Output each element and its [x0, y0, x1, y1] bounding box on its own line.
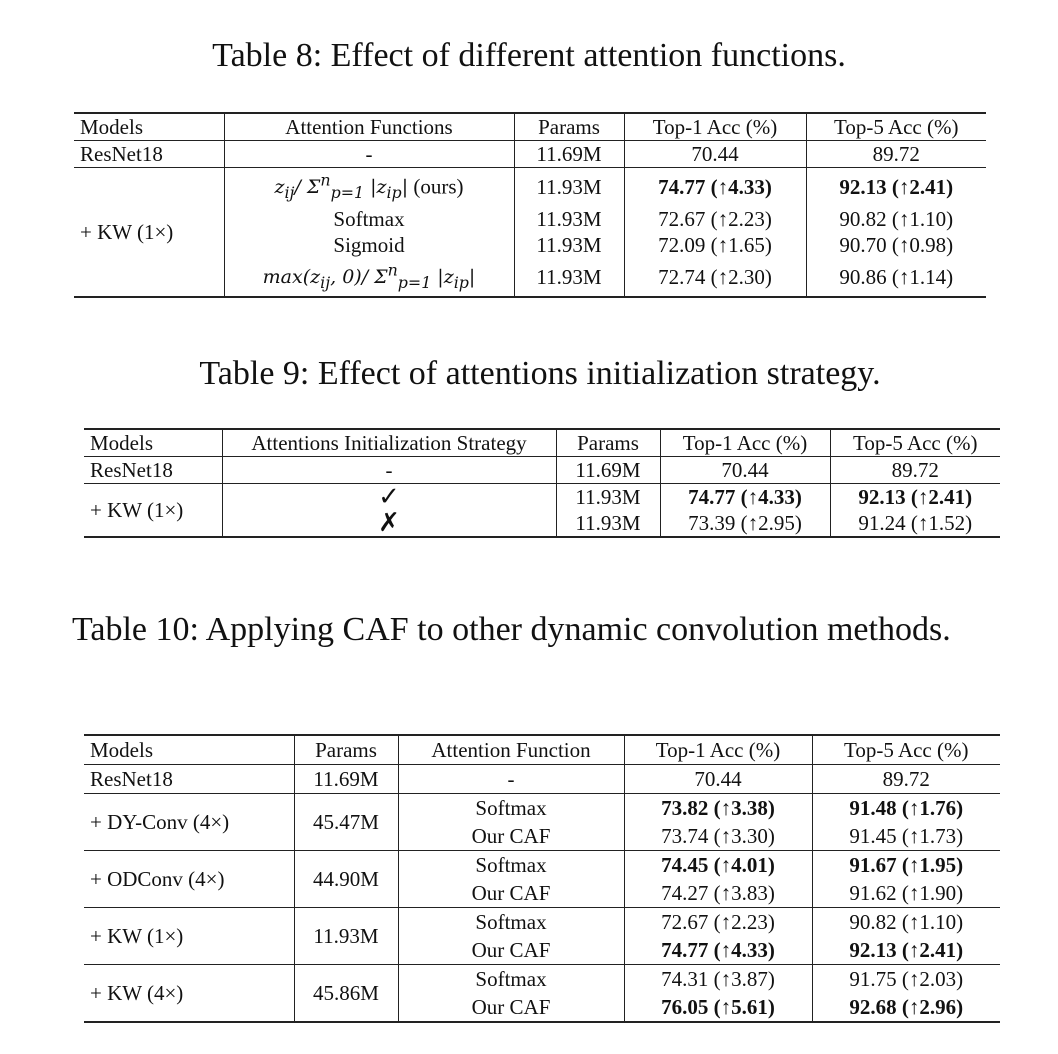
cell-model: ResNet18 [84, 457, 222, 484]
table9-caption: Table 9: Effect of attentions initialization strategy. [199, 355, 881, 392]
header-top1: Top-1 Acc (%) [624, 735, 812, 765]
header-attention-function: Attention Function [398, 735, 624, 765]
cell-func: - [398, 765, 624, 794]
header-top1: Top-1 Acc (%) [624, 113, 806, 141]
cell-params: 11.69M [294, 765, 398, 794]
header-attention-functions: Attention Functions [224, 113, 514, 141]
cell-top1: 74.77 (↑4.33) [624, 168, 806, 207]
cell-top5: 91.62 (↑1.90) [849, 881, 964, 905]
cell-top1: 73.39 (↑2.95) [660, 510, 830, 537]
table9-baseline-row [84, 457, 1000, 484]
cell-strategy: - [222, 457, 556, 484]
cell-model-group: + DY-Conv (4×) [84, 794, 294, 851]
table-row [74, 168, 986, 207]
cell-top1: 73.74 (↑3.30) [624, 822, 812, 851]
cell-top5: 90.86 (↑1.14) [806, 258, 986, 297]
cell-params: 11.93M [294, 908, 398, 965]
cell-func: Our CAF [398, 879, 624, 908]
table9-header-row [84, 429, 1000, 457]
header-params: Params [556, 429, 660, 457]
cell-model-group: + KW (4×) [84, 965, 294, 1023]
table8-caption: Table 8: Effect of different attention functions. [212, 37, 846, 74]
cell-model: ResNet18 [84, 765, 294, 794]
cell-top1: 72.09 (↑1.65) [624, 232, 806, 258]
cross-icon: ✗ [222, 510, 556, 537]
table-row [84, 510, 1000, 537]
cell-params: 11.93M [514, 258, 624, 297]
cell-params: 11.93M [514, 206, 624, 232]
cell-func: Softmax [398, 965, 624, 994]
cell-top5: 89.72 [830, 457, 1000, 484]
cell-func-ours: $z_{ij}/$ $\Sigma^n_{p=1}$ $|z_{ip}|$ (ours) [224, 168, 514, 207]
cell-func: Our CAF [398, 936, 624, 965]
cell-top5: 92.13 (↑2.41) [839, 175, 954, 200]
cell-top5: 91.75 (↑2.03) [812, 965, 1000, 994]
table-row [84, 794, 1000, 823]
cell-top5: 91.48 (↑1.76) [812, 794, 1000, 823]
cell-top5: 92.68 (↑2.96) [812, 993, 1000, 1022]
table9 [84, 428, 1000, 538]
cell-model-group: + ODConv (4×) [84, 851, 294, 908]
cell-func: Softmax [398, 908, 624, 937]
cell-params: 11.93M [514, 168, 624, 207]
cell-func: - [224, 141, 514, 168]
table-row [84, 484, 1000, 511]
cell-top5: 89.72 [806, 141, 986, 168]
cell-top1: 72.67 (↑2.23) [624, 908, 812, 937]
header-top5: Top-5 Acc (%) [830, 429, 1000, 457]
cell-model-group: + KW (1×) [84, 484, 222, 538]
cell-top1: 74.77 (↑4.33) [660, 484, 830, 511]
cell-func: Sigmoid [224, 232, 514, 258]
cell-func: Softmax [398, 794, 624, 823]
cell-func-max: $\max(z_{ij}$, 0)/ $\Sigma^n_{p=1}$ $|z_{ip}|$ [224, 258, 514, 297]
cell-top5: 90.82 (↑1.10) [812, 908, 1000, 937]
table10-caption: Table 10: Applying CAF to other dynamic convolution methods. [72, 611, 951, 648]
cell-top5: 91.24 (↑1.52) [830, 510, 1000, 537]
header-top5: Top-5 Acc (%) [812, 735, 1000, 765]
cell-top1: 74.45 (↑4.01) [624, 851, 812, 880]
header-params: Params [294, 735, 398, 765]
cell-params: 44.90M [294, 851, 398, 908]
cell-top1: 70.44 [624, 141, 806, 168]
cell-top5: 91.67 (↑1.95) [812, 851, 1000, 880]
cell-top1: 70.44 [660, 457, 830, 484]
cell-model: ResNet18 [74, 141, 224, 168]
table8-baseline-row [74, 141, 986, 168]
header-params: Params [514, 113, 624, 141]
cell-top1: 72.74 (↑2.30) [624, 258, 806, 297]
header-top1: Top-1 Acc (%) [660, 429, 830, 457]
cell-func: Our CAF [398, 993, 624, 1022]
table-row [84, 908, 1000, 937]
header-models: Models [84, 429, 222, 457]
header-models: Models [84, 735, 294, 765]
cell-params: 11.69M [556, 457, 660, 484]
cell-top1: 74.31 (↑3.87) [624, 965, 812, 994]
table8-header-row [74, 113, 986, 141]
cell-func: Softmax [398, 851, 624, 880]
cell-top5: 92.13 (↑2.41) [849, 938, 964, 962]
cell-top1: 74.27 (↑3.83) [624, 879, 812, 908]
cell-model-group: + KW (1×) [74, 168, 224, 298]
cell-top5: 92.13 (↑2.41) [858, 485, 973, 509]
table-row [84, 965, 1000, 994]
table8 [74, 112, 986, 298]
cell-top1: 76.05 (↑5.61) [624, 993, 812, 1022]
cell-top1: 73.82 (↑3.38) [624, 794, 812, 823]
cell-params: 11.93M [556, 510, 660, 537]
check-icon: ✓ [222, 484, 556, 511]
cell-params: 45.86M [294, 965, 398, 1023]
header-top5: Top-5 Acc (%) [806, 113, 986, 141]
table10-baseline-row [84, 765, 1000, 794]
table10-header-row [84, 735, 1000, 765]
cell-top1: 70.44 [624, 765, 812, 794]
table-row [84, 851, 1000, 880]
cell-top1: 74.77 (↑4.33) [624, 936, 812, 965]
cell-top5: 90.70 (↑0.98) [839, 233, 954, 258]
cell-func: Softmax [224, 206, 514, 232]
cell-top5: 91.45 (↑1.73) [849, 824, 964, 848]
header-models: Models [74, 113, 224, 141]
header-init-strategy: Attentions Initialization Strategy [222, 429, 556, 457]
cell-model-group: + KW (1×) [84, 908, 294, 965]
cell-params: 11.93M [556, 484, 660, 511]
cell-top5: 89.72 [882, 767, 930, 791]
cell-params: 11.69M [514, 141, 624, 168]
cell-params: 11.93M [514, 232, 624, 258]
table10 [84, 734, 1000, 1023]
cell-func: Our CAF [398, 822, 624, 851]
cell-top1: 72.67 (↑2.23) [624, 206, 806, 232]
cell-params: 45.47M [294, 794, 398, 851]
cell-top5: 90.82 (↑1.10) [839, 207, 954, 232]
